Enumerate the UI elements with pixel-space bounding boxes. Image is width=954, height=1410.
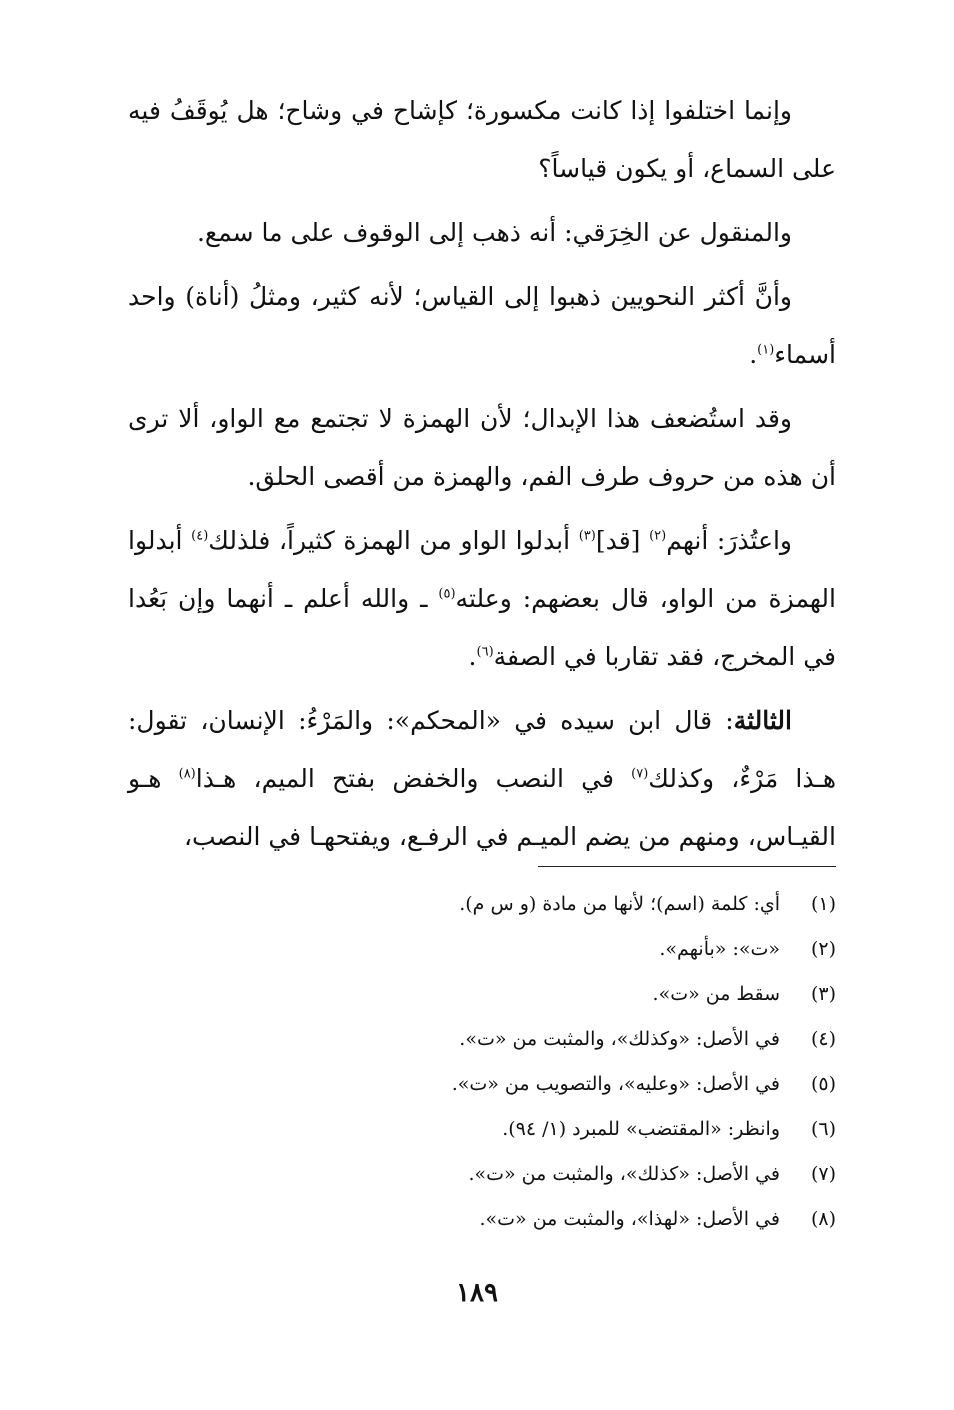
footnote-4: [130, 1017, 836, 1062]
paragraph-1-text: وإنما اختلفوا إذا كانت مكسورة؛ كإشاح في وشاح؛ هل يُوقَفُ فيه على السماع، أو يكون قياساً؟: [128, 96, 836, 183]
footnote-number: (٣): [810, 983, 836, 1005]
footnote-2: [130, 927, 836, 972]
paragraph-6-text-c: هـو القيـاس، ومنهم من يضم الميـم في الرفـع، ويفتحهـا في النصب،: [128, 764, 836, 851]
paragraph-5-text-d: أبدلوا الهمزة من الواو، قال بعضهم: وعلته: [128, 526, 836, 613]
paragraph-5-text-c: أبدلوا الواو من الهمزة كثيراً، فلذلك: [208, 526, 579, 555]
page-number: ١٨٩: [456, 1278, 498, 1308]
paragraph-2-text: والمنقول عن الخِرَقي: أنه ذهب إلى الوقوف على ما سمع.: [196, 218, 792, 247]
footnote-number: (١): [810, 893, 836, 915]
footnote-ref-4[interactable]: (٤): [191, 528, 209, 544]
footnote-text: في الأصل: «وكذلك»، والمثبت من «ت».: [459, 1028, 780, 1050]
paragraph-5-text-b: [قد]: [595, 526, 650, 555]
footnote-text: «ت»: «بأنهم».: [659, 938, 780, 960]
footnote-8: [130, 1197, 836, 1242]
paragraph-5-text-e: ـ والله أعلم ـ أنهما وإن بَعُدا في المخرج، فقد تقاربا في الصفة: [128, 584, 836, 671]
footnote-6: [130, 1107, 836, 1152]
paragraph-4: [128, 390, 836, 506]
footnote-ref-8[interactable]: (٨): [178, 766, 196, 782]
footnote-ref-6[interactable]: (٦): [476, 644, 494, 660]
paragraph-3-text: وأنَّ أكثر النحويين ذهبوا إلى القياس؛ لأنه كثير، ومثلُ (أناة) واحد أسماء: [128, 282, 836, 369]
section-lead-word: الثالثة: [733, 706, 792, 735]
footnote-number: (٤): [810, 1028, 836, 1050]
paragraph-3-end: .: [749, 340, 758, 369]
footnote-text: في الأصل: «لهذا»، والمثبت من «ت».: [479, 1208, 780, 1230]
footnote-text: في الأصل: «كذلك»، والمثبت من «ت».: [468, 1163, 780, 1185]
footnote-number: (٨): [810, 1208, 836, 1230]
footnote-number: (٥): [810, 1073, 836, 1095]
footnote-text: وانظر: «المقتضب» للمبرد (١/ ٩٤).: [502, 1118, 780, 1140]
footnote-3: [130, 972, 836, 1017]
footnote-7: [130, 1152, 836, 1197]
footnote-ref-2[interactable]: (٢): [649, 528, 667, 544]
footnote-5: [130, 1062, 836, 1107]
footnote-text: في الأصل: «وعليه»، والتصويب من «ت».: [451, 1073, 780, 1095]
footnote-number: (٢): [810, 938, 836, 960]
footnote-ref-3[interactable]: (٣): [578, 528, 596, 544]
footnote-ref-7[interactable]: (٧): [631, 766, 649, 782]
paragraph-1: [128, 82, 836, 198]
paragraph-2: [128, 204, 836, 262]
footnote-number: (٧): [810, 1163, 836, 1185]
paragraph-6-text-b: في النصب والخفض بفتح الميم، هـذا: [195, 764, 632, 793]
paragraph-5: [128, 512, 836, 686]
paragraph-6: [128, 692, 836, 866]
footnote-text: سقط من «ت».: [652, 983, 780, 1005]
footnotes-list: [130, 882, 836, 1242]
footnote-text: أي: كلمة (اسم)؛ لأنها من مادة (و س م).: [459, 893, 780, 915]
paragraph-3: [128, 268, 836, 384]
paragraph-5-text-f: .: [468, 642, 477, 671]
paragraph-4-text: وقد استُضعف هذا الإبدال؛ لأن الهمزة لا تجتمع مع الواو، ألا ترى أن هذه من حروف طرف الفم، والهمزة من أقصى الحلق.: [128, 404, 836, 491]
footnote-separator: [538, 866, 836, 867]
footnote-ref-1[interactable]: (١): [757, 342, 775, 358]
footnote-ref-5[interactable]: (٥): [438, 586, 456, 602]
main-text: [128, 82, 836, 872]
footnote-number: (٦): [810, 1118, 836, 1140]
footnote-1: [130, 882, 836, 927]
paragraph-5-text-a: واعتُذرَ: أنهم: [666, 526, 793, 555]
paragraph-6-text-a: : قال ابن سيده في «المحكم»: والمَرْءُ: الإنسان، تقول: هـذا مَرْءٌ، وكذلك: [128, 706, 837, 793]
